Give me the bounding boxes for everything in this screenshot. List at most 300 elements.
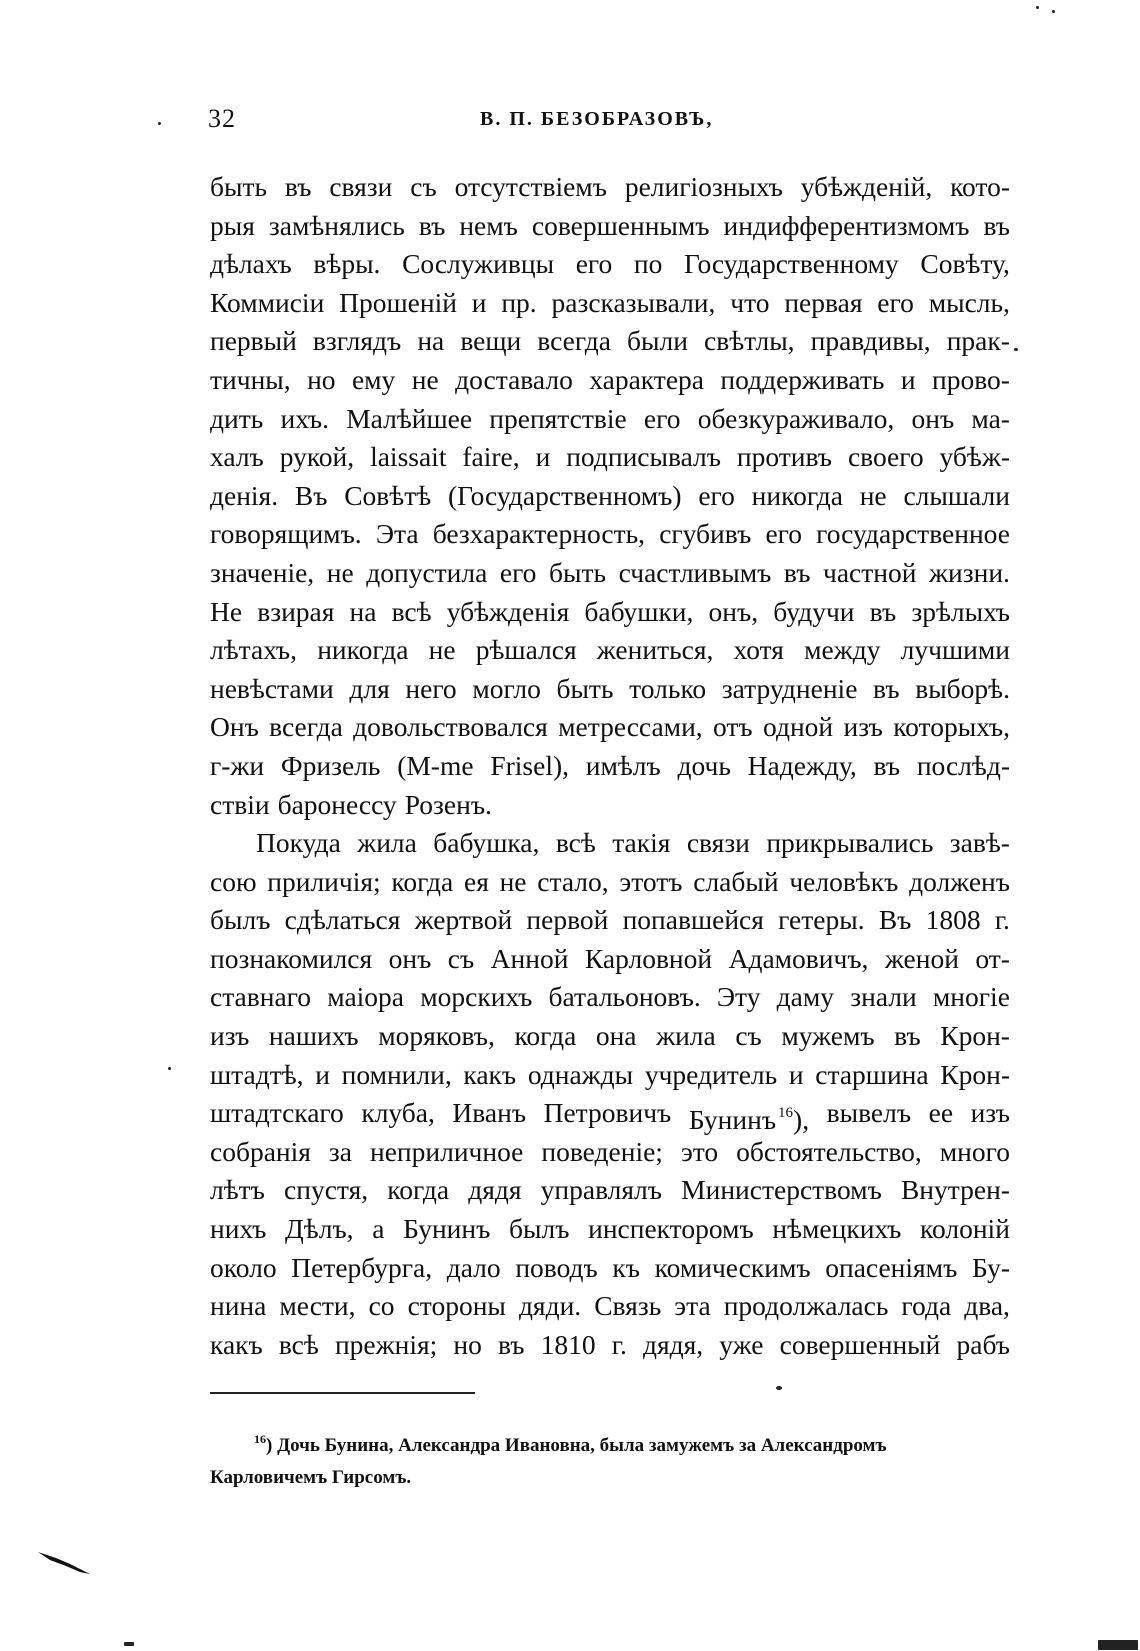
word: дядя, <box>642 1328 704 1360</box>
word: въ <box>983 209 1010 241</box>
word: Покуда <box>256 827 341 859</box>
word: лѣтахъ, <box>210 634 298 666</box>
word: для <box>349 672 390 704</box>
word: Розенъ. <box>404 788 492 820</box>
text-line <box>210 361 1010 400</box>
word: въ <box>498 1328 525 1360</box>
word: взирая <box>257 595 335 627</box>
word: жила <box>656 1020 716 1052</box>
word: долженъ <box>909 865 1010 897</box>
word: за <box>328 1135 352 1167</box>
word: безхарактерность, <box>432 518 646 550</box>
footnote-text: ) Дочь Бунина, Александра Ивановна, была замужемъ за Александромъ <box>266 1435 887 1456</box>
word: религіозныхъ <box>624 171 783 202</box>
word: вывелъ <box>826 1097 912 1129</box>
word: метрессами, <box>558 711 703 743</box>
word: жениться, <box>596 634 714 666</box>
word: которыхъ, <box>893 711 1010 743</box>
word: 1810 <box>540 1328 596 1360</box>
word: онъ <box>911 402 955 434</box>
text-line <box>210 978 1010 1017</box>
word: Не <box>210 595 243 627</box>
word: будучи <box>773 595 855 627</box>
word: опасеніямъ <box>825 1251 958 1283</box>
word: говорящимъ. <box>210 518 362 550</box>
word: Адамовичъ, <box>728 942 869 974</box>
word: его <box>698 479 735 511</box>
word: дяди. <box>518 1290 582 1322</box>
word: немъ <box>459 209 518 241</box>
word: со <box>368 1290 395 1322</box>
text-line <box>210 1056 1010 1095</box>
text-line <box>210 284 1010 323</box>
word: были <box>627 325 688 357</box>
word: зрѣлыхъ <box>911 595 1010 627</box>
word: связи <box>329 171 393 202</box>
word: разсказывали, <box>551 286 716 318</box>
word: уже <box>719 1328 764 1360</box>
word: первой <box>526 904 609 936</box>
word: когда <box>514 1020 577 1052</box>
word: стороны <box>407 1290 506 1322</box>
word: когда <box>387 1174 450 1206</box>
word: нихъ <box>210 1213 267 1245</box>
scan-speck <box>1098 1640 1138 1650</box>
word: мысль, <box>928 286 1010 318</box>
word: рыя <box>210 209 255 241</box>
word: изъ <box>970 1097 1010 1129</box>
word: клуба, <box>361 1097 435 1129</box>
word: могло <box>472 672 541 704</box>
word: Прошеній <box>339 286 457 318</box>
word: завѣ- <box>949 827 1010 859</box>
word: индифферентизмомъ <box>723 209 970 241</box>
word: къ <box>612 1251 640 1283</box>
word: дить <box>210 402 264 434</box>
word: по <box>633 248 663 280</box>
word: въ <box>869 595 897 627</box>
word: что <box>730 286 770 318</box>
word: какъ <box>463 1058 517 1090</box>
word: частной <box>823 556 917 588</box>
word: мести, <box>279 1290 356 1322</box>
scan-smudge <box>36 1548 96 1578</box>
word: имѣлъ <box>585 749 661 781</box>
word: въ <box>873 749 901 781</box>
word: Надежду, <box>747 749 857 781</box>
word: всегда <box>269 711 343 743</box>
word: (Государственномъ) <box>447 479 682 511</box>
word: онъ, <box>708 595 759 627</box>
word: денія. <box>210 479 279 511</box>
word: убѣжденій, <box>800 171 933 202</box>
word: быть <box>549 556 607 588</box>
word: первый <box>210 325 297 357</box>
word: дѣлахъ <box>210 248 292 280</box>
word: дочь <box>677 749 731 781</box>
scan-speck <box>1014 348 1018 351</box>
text-line <box>210 747 1010 786</box>
word: обстоятельство, <box>736 1135 922 1167</box>
word: этотъ <box>619 865 683 897</box>
word: ее <box>928 1097 954 1129</box>
word: Въ <box>878 904 912 936</box>
word: его <box>877 286 914 318</box>
word: Министерствомъ <box>681 1174 882 1206</box>
word: поводъ <box>515 1251 598 1283</box>
word: поддерживать <box>720 363 885 395</box>
word: гетеры. <box>778 904 865 936</box>
word: инспекторомъ <box>588 1213 754 1245</box>
word: не <box>411 363 439 395</box>
word: сгубивъ <box>659 518 752 550</box>
word: его <box>499 556 537 588</box>
word: баронессу <box>277 788 397 820</box>
text-line <box>210 1249 1010 1288</box>
word: ставнаго <box>210 981 312 1013</box>
word: прак- <box>946 325 1010 357</box>
word: Петровичъ <box>543 1097 672 1129</box>
word: Бу- <box>971 1251 1010 1283</box>
text-line <box>210 786 1010 825</box>
word: когда <box>391 865 454 897</box>
word: быть <box>556 672 614 704</box>
word: своего <box>847 441 924 473</box>
word: попавшейся <box>622 904 764 936</box>
word: однажды <box>527 1058 634 1090</box>
word: около <box>210 1251 277 1283</box>
word: и <box>788 1058 804 1090</box>
scan-speck <box>776 1386 782 1390</box>
footnote-marker: 16 <box>254 1432 266 1446</box>
text-line <box>210 322 1010 361</box>
scan-speck <box>158 122 161 125</box>
word: съ <box>735 1020 762 1052</box>
word: спустя, <box>284 1174 369 1206</box>
word: она <box>595 1020 637 1052</box>
text-line <box>210 940 1010 979</box>
word: бабушки, <box>584 595 694 627</box>
text-line-with-footnote-ref <box>210 1094 1010 1136</box>
word: Карловной <box>584 942 713 974</box>
word: довольствовался <box>353 711 548 743</box>
word: его <box>575 248 613 280</box>
word: а <box>372 1213 385 1245</box>
word: въ <box>783 556 811 588</box>
word: laissait <box>370 441 447 473</box>
text-line <box>210 515 1010 554</box>
running-title: В. П. БЕЗОБРАЗОВЪ, <box>480 108 714 130</box>
word: въ <box>418 209 446 241</box>
word: отсутствіемъ <box>454 171 607 202</box>
word: слышали <box>903 479 1010 511</box>
word: государственное <box>816 518 1010 550</box>
word: допустила <box>366 556 488 588</box>
word: въ <box>894 1020 921 1052</box>
word: ея <box>463 865 489 897</box>
word: одной <box>763 711 834 743</box>
word: старшина <box>815 1058 929 1090</box>
word: жила <box>357 827 417 859</box>
word: его <box>643 402 681 434</box>
word: всегда <box>537 325 611 357</box>
word: моряковъ, <box>378 1020 495 1052</box>
scan-speck <box>168 1067 171 1070</box>
scan-speck <box>1052 10 1055 13</box>
word: ствіи <box>210 788 270 820</box>
word: препятствіе <box>489 402 627 434</box>
word: Эта <box>375 518 419 550</box>
word: многіе <box>932 981 1010 1013</box>
word: нина <box>210 1290 267 1322</box>
text-line <box>210 477 1010 516</box>
word: прежнія; <box>334 1328 438 1360</box>
word: даму <box>776 981 835 1013</box>
word: Коммисіи <box>210 286 325 318</box>
word: и <box>535 441 551 473</box>
word: замѣнялись <box>268 209 405 241</box>
word: ма- <box>971 402 1010 434</box>
word: всѣ <box>278 1328 319 1360</box>
word: бабушка, <box>433 827 540 859</box>
word: прово- <box>931 363 1010 395</box>
word: никогда <box>751 479 843 511</box>
word: морскихъ <box>420 981 533 1013</box>
word: вещи <box>460 325 522 357</box>
scan-speck <box>1036 6 1039 9</box>
text-line <box>210 708 1010 747</box>
word: такія <box>612 827 671 859</box>
word: Малѣйшее <box>346 402 473 434</box>
word: маіора <box>327 981 405 1013</box>
word: подписывалъ <box>566 441 721 473</box>
word: Анной <box>490 942 569 974</box>
word: дало <box>446 1251 501 1283</box>
word: счастливымъ <box>618 556 772 588</box>
word: не <box>326 556 354 588</box>
word: затрудненіе <box>721 672 858 704</box>
word: хотя <box>733 634 784 666</box>
word: faire, <box>462 441 520 473</box>
word: Бунинъ $^{16}$), <box>688 1104 810 1136</box>
word: характера <box>589 363 704 395</box>
word: выборѣ. <box>915 672 1010 704</box>
word: никогда <box>317 634 409 666</box>
word: нѣмецкихъ <box>772 1213 902 1245</box>
word: много <box>939 1135 1010 1167</box>
word: между <box>804 634 881 666</box>
word: дядя <box>468 1174 522 1206</box>
text-line <box>210 593 1010 632</box>
word: лучшими <box>900 634 1010 666</box>
word: познакомился <box>210 942 373 974</box>
word: былъ <box>509 1213 570 1245</box>
text-line <box>210 1133 1010 1172</box>
word: поведеніе; <box>541 1135 663 1167</box>
word: кото- <box>950 171 1010 202</box>
word: былъ <box>210 904 271 936</box>
word: Крон- <box>940 1020 1010 1052</box>
word: Эту <box>716 981 761 1013</box>
word: приличія; <box>267 865 381 897</box>
word: учредитель <box>644 1058 778 1090</box>
word: связи <box>686 827 750 859</box>
text-line <box>210 1210 1010 1249</box>
word: ему <box>351 363 396 395</box>
word: человѣкъ <box>789 865 899 897</box>
word: рабъ <box>956 1328 1010 1360</box>
word: и <box>900 363 916 395</box>
text-line <box>210 1287 1010 1326</box>
word: помнили, <box>341 1058 452 1090</box>
word: Петербурга, <box>291 1251 433 1283</box>
word: года <box>901 1290 952 1322</box>
word: совершенный <box>779 1328 941 1360</box>
footnote <box>210 1423 1010 1494</box>
text-line <box>210 168 1010 207</box>
word: всѣ <box>391 595 432 627</box>
scan-speck <box>124 1642 134 1646</box>
text-line <box>210 554 1010 593</box>
word: съ <box>447 942 475 974</box>
word: штадтѣ, <box>210 1058 304 1090</box>
word: нашихъ <box>268 1020 359 1052</box>
text-line <box>210 901 1010 940</box>
word: быть <box>210 171 268 202</box>
word: Государственному <box>683 248 899 280</box>
word: тичны, <box>210 363 291 395</box>
text-line <box>210 1171 1010 1210</box>
word: Frisel), <box>490 749 569 781</box>
word: знали <box>850 981 917 1013</box>
word: изъ <box>210 1020 250 1052</box>
word: свѣтлы, <box>704 325 795 357</box>
word: первая <box>784 286 863 318</box>
page-header <box>208 104 1008 140</box>
word: правдивы, <box>810 325 931 357</box>
word: не <box>428 634 456 666</box>
text-line <box>210 824 1010 863</box>
word: но <box>307 363 336 395</box>
word: въ <box>284 171 312 202</box>
word: г. <box>611 1328 627 1360</box>
word: послѣд- <box>916 749 1010 781</box>
word: это <box>680 1135 719 1167</box>
word: мужемъ <box>781 1020 875 1052</box>
main-text <box>210 168 1010 1364</box>
word: пр. <box>501 286 537 318</box>
word: его <box>765 518 802 550</box>
text-line <box>210 438 1010 477</box>
word: съ <box>410 171 437 202</box>
word: Крон- <box>940 1058 1010 1090</box>
word: Сослуживцы <box>402 248 555 280</box>
word: рукой, <box>279 441 355 473</box>
word: женой <box>884 942 959 974</box>
word: отъ <box>713 711 753 743</box>
word: сою <box>210 865 257 897</box>
word: убѣж- <box>939 441 1010 473</box>
word: халъ <box>210 441 264 473</box>
word: убѣжденія <box>446 595 570 627</box>
word: противъ <box>736 441 833 473</box>
word: жертвой <box>414 904 513 936</box>
word: (M-me <box>397 749 474 781</box>
word: доставало <box>455 363 573 395</box>
word: Дѣлъ, <box>285 1213 354 1245</box>
text-line <box>210 400 1010 439</box>
footnote-divider <box>210 1392 475 1394</box>
word: не <box>499 865 527 897</box>
footnote-line <box>210 1423 1010 1462</box>
word: Фризель <box>280 749 381 781</box>
text-line <box>210 863 1010 902</box>
word: два, <box>964 1290 1010 1322</box>
word: не <box>859 479 887 511</box>
word: штадтскаго <box>210 1097 344 1129</box>
word: лѣтъ <box>210 1174 265 1206</box>
word: значеніе, <box>210 556 315 588</box>
word: Совѣтѣ <box>344 479 432 511</box>
word: него <box>405 672 457 704</box>
word: обезкураживало, <box>697 402 895 434</box>
text-line <box>210 1326 1010 1365</box>
word: совершеннымъ <box>531 209 710 241</box>
word: Совѣту, <box>920 248 1010 280</box>
word: Бунинъ <box>403 1213 491 1245</box>
text-line <box>210 670 1010 709</box>
word: Иванъ <box>452 1097 527 1129</box>
word: взглядъ <box>312 325 402 357</box>
word: батальоновъ. <box>548 981 701 1013</box>
word: Связь <box>594 1290 662 1322</box>
word: Внутрен- <box>900 1174 1010 1206</box>
word: управлялъ <box>540 1174 663 1206</box>
word: слабый <box>693 865 779 897</box>
text-line <box>210 207 1010 246</box>
word: и <box>315 1058 330 1090</box>
word: рѣшался <box>475 634 577 666</box>
word: г-жи <box>210 749 265 781</box>
word: изъ <box>843 711 883 743</box>
word: онъ <box>388 942 432 974</box>
word: на <box>417 325 445 357</box>
word: жизни. <box>929 556 1010 588</box>
word: эта <box>674 1290 711 1322</box>
word: сдѣлаться <box>284 904 401 936</box>
word: неприличное <box>370 1135 524 1167</box>
text-line <box>210 631 1010 670</box>
word: но <box>453 1328 482 1360</box>
word: стало, <box>537 865 609 897</box>
word: вѣры. <box>313 248 381 280</box>
word: комическимъ <box>654 1251 811 1283</box>
word: продолжалась <box>723 1290 889 1322</box>
word: только <box>629 672 707 704</box>
word: ихъ. <box>280 402 329 434</box>
word: колоній <box>920 1213 1010 1245</box>
word: г. <box>994 904 1010 936</box>
page-number: 32 <box>208 104 236 133</box>
word: 1808 <box>925 904 981 936</box>
text-line <box>210 245 1010 284</box>
footnote-reference[interactable]: 16 <box>778 1105 794 1122</box>
footnote-line: Карловичемъ Гирсомъ. <box>210 1467 412 1488</box>
word: и <box>471 286 487 318</box>
word: невѣстами <box>210 672 334 704</box>
word: от- <box>975 942 1010 974</box>
word: всѣ <box>555 827 596 859</box>
